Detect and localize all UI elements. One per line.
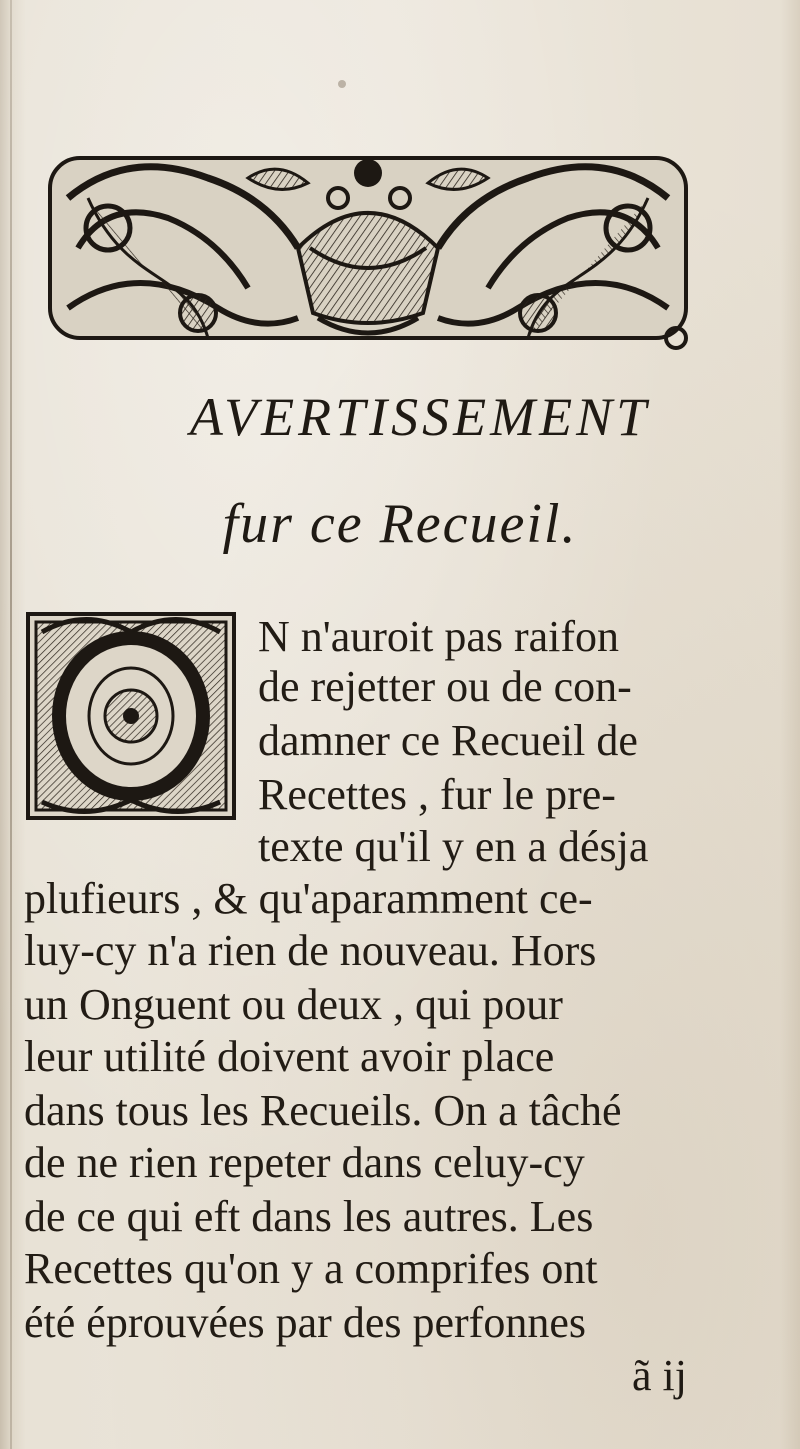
text-line: de rejetter ou de con- — [258, 662, 632, 711]
text-line: leur utilité doivent avoir place — [24, 1032, 555, 1081]
ornamental-headpiece — [48, 138, 688, 356]
page-heading: AVERTISSEMENT — [189, 387, 651, 447]
text-line: de ne rien repeter dans celuy-cy — [24, 1138, 585, 1187]
text-line: damner ce Recueil de — [258, 716, 638, 765]
text-line: de ce qui eft dans les autres. Les — [24, 1192, 594, 1241]
text-line: Recettes , fur le pre- — [258, 770, 616, 819]
signature-mark: ã ij — [632, 1351, 687, 1400]
decorated-initial — [26, 612, 236, 820]
ink-speck — [338, 80, 346, 88]
text-line: été éprouvées par des perfonnes — [24, 1298, 586, 1347]
text-line: un Onguent ou deux , qui pour — [24, 980, 563, 1029]
text-line: plufieurs , & qu'aparamment ce- — [24, 874, 593, 923]
text-line: luy-cy n'a rien de nouveau. Hors — [24, 926, 597, 975]
text-line: N n'auroit pas raifon — [258, 612, 620, 661]
gutter-line — [10, 0, 12, 1449]
text-line: dans tous les Recueils. On a tâché — [24, 1086, 622, 1135]
text-line: Recettes qu'on y a comprifes ont — [24, 1244, 598, 1293]
text-line: texte qu'il y en a désja — [258, 822, 649, 871]
page-subheading: fur ce Recueil. — [222, 493, 578, 555]
